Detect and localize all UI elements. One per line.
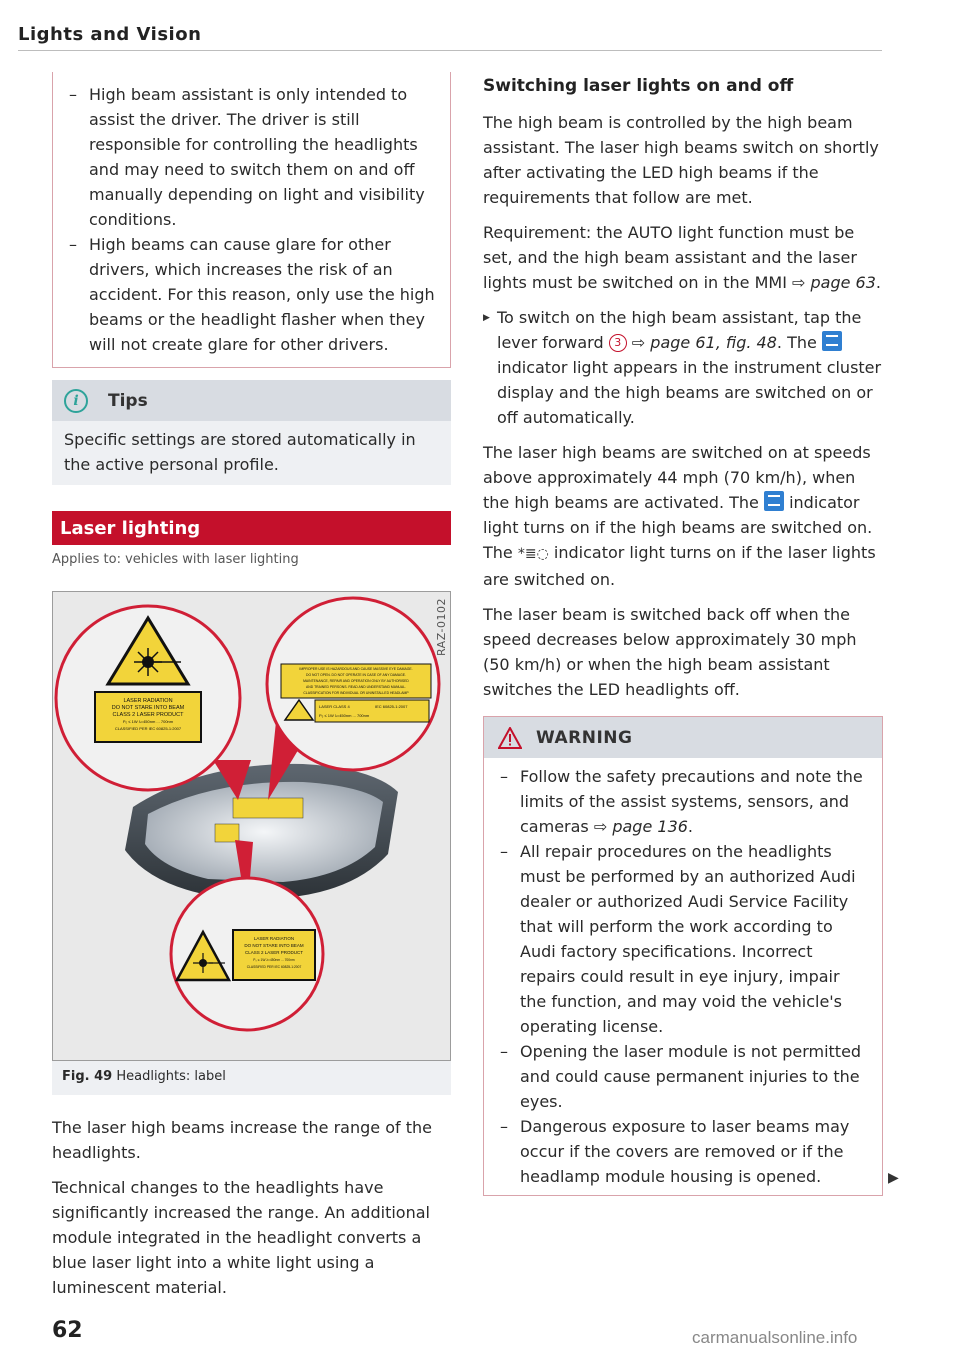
label-line: CLASS 2 LASER PRODUCT (112, 712, 184, 718)
label-line: CLASSIFIED PER IEC 60825-1:2007 (114, 726, 182, 731)
label-line: DO NOT STARE INTO BEAM (244, 943, 304, 948)
body-paragraph (483, 220, 883, 295)
label-line: IMPROPER USE IS HAZARDOUS AND CAUSE MASSIVE EYE DAMAGE. (299, 667, 413, 671)
figure-caption-text: Headlights: label (116, 1069, 226, 1084)
body-paragraph: The laser beam is switched back off when the speed decreases below approximately 30 mph (50 km/h) or when the high beam assistant switches the LED headlights off. (483, 605, 857, 699)
laser-description (52, 1115, 451, 1300)
body-paragraph (483, 440, 883, 592)
left-column (52, 72, 451, 1310)
body-paragraph: Technical changes to the headlights have significantly increased the range. An additional module integrated in the headlight converts a blue laser light into a white light using a luminescent material. (52, 1178, 430, 1297)
high-beam-assist-indicator-icon (764, 491, 784, 511)
page-number: 62 (52, 1318, 83, 1343)
warning-item: – High beams can cause glare for other drivers, which increases the risk of an accident. For this reason, only use the high beams or the headlight flasher when they will not create glare for other drivers. (65, 232, 438, 357)
warning-title: WARNING (536, 727, 633, 748)
page-header-title: Lights and Vision (18, 24, 202, 45)
label-line: LASER RADIATION (253, 936, 295, 941)
warning-text-end: . (687, 817, 694, 836)
high-beam-warning-continuation (52, 72, 451, 368)
high-beam-assist-indicator-icon (822, 331, 842, 351)
label-line: P₀ ≤ 1W λ=450nm ... 700nm (122, 719, 174, 724)
subheading-switching-laser-lights: Switching laser lights on and off (483, 76, 794, 96)
warning-triangle-icon (498, 727, 522, 749)
body-paragraph: The high beam is controlled by the high beam assistant. The laser high beams switch on shortly after activating the LED high beams if the requirements that follow are met. (483, 113, 879, 207)
paragraph-text: indicator light turns on if the laser lights are switched on. (483, 543, 876, 589)
info-icon: i (64, 389, 88, 413)
label-line: LASER RADIATION (123, 698, 173, 704)
label-line: MAINTENANCE, REPAIR AND OPERATION ONLY BY AUTHORISED (303, 679, 409, 683)
label-line: CLASSIFICATION FOR INDIVIDUAL OR UNINSTALLED HEADLAMP (303, 691, 409, 695)
step-text: indicator light appears in the instrument cluster display and the high beams are switched on or off automatically. (497, 358, 882, 427)
headlight-illustration (53, 592, 451, 1061)
label-line: CLASS 2 LASER PRODUCT (244, 950, 304, 955)
instruction-step (483, 305, 883, 430)
step-text: To switch on the high beam assistant, tap the lever forward (497, 308, 862, 352)
warning-item: – Opening the laser module is not permitted and could cause permanent injuries to the eyes. (496, 1039, 870, 1114)
tips-title: Tips (108, 390, 148, 411)
section-title-laser-lighting: Laser lighting (52, 511, 451, 545)
applies-to-note: Applies to: vehicles with laser lighting (52, 552, 299, 567)
paragraph-text: indicator light turns on if the high beams are switched on. The (483, 493, 873, 562)
warning-list (496, 764, 870, 1189)
laser-light-indicator-icon: *≣◌ (517, 546, 549, 562)
figure-headlight-labels (52, 591, 451, 1061)
tips-header (52, 380, 451, 421)
instruction-steps (483, 305, 883, 430)
callout-number-icon: 3 (609, 334, 627, 352)
warning-item: – Dangerous exposure to laser beams may occur if the covers are removed or if the headlamp module housing is opened. (496, 1114, 870, 1189)
header-divider (18, 50, 882, 51)
figure-reference-link[interactable]: ⇨ page 61, fig. 48 (631, 333, 777, 352)
figure-caption (52, 1061, 451, 1095)
warning-item: – High beam assistant is only intended to assist the driver. The driver is still responsible for controlling the headlights and may need to switch them on and off manually depending on light and visibility conditions. (65, 82, 438, 232)
watermark-text: carmanualsonline.info (692, 1328, 858, 1347)
body-paragraph: The laser high beams increase the range of the headlights. (52, 1118, 432, 1162)
right-column (483, 72, 883, 1196)
tips-text: Specific settings are stored automatically in the active personal profile. (64, 430, 416, 474)
continued-arrow-icon: ▶ (888, 1170, 899, 1186)
tips-body (52, 421, 451, 485)
paragraph-text: The laser high beams are switched on at speeds above approximately 44 mph (70 km/h), when the high beams are activated. The (483, 443, 871, 512)
figure-code: RAZ-0102 (435, 598, 448, 657)
page-reference-link[interactable]: ⇨ page 136 (593, 817, 688, 836)
paragraph-end: . (875, 273, 882, 292)
warning-body (484, 758, 882, 1195)
warning-list (65, 82, 438, 357)
label-line: P₀ ≤ 1W λ=450nm ... 700nm (319, 713, 370, 718)
label-line: DO NOT STARE INTO BEAM (111, 705, 185, 711)
headlight-label-patch (233, 798, 303, 818)
label-line: DO NOT OPEN. DO NOT OPERATE IN CASE OF ANY DAMAGE. (306, 673, 406, 677)
warning-text: Follow the safety precautions and note the limits of the assist systems, sensors, and cameras (520, 767, 863, 836)
label-line: LASER CLASS 4 (319, 704, 350, 709)
page-reference-link[interactable]: ⇨ page 63 (792, 273, 876, 292)
figure-caption-label: Fig. 49 (62, 1069, 113, 1084)
warning-header (484, 717, 882, 758)
label-line: CLASSIFIED PER IEC 60825-1:2007 (246, 965, 302, 969)
tips-box (52, 380, 451, 485)
step-text: . The (776, 333, 817, 352)
headlight-label-patch (215, 824, 239, 842)
warning-item (496, 764, 870, 839)
label-line: AND TRAINED PERSONS. READ AND UNDERSTAND MANUAL. (306, 685, 406, 689)
paragraph-text: Requirement: the AUTO light function must be set, and the high beam assistant and the laser lights must be switched on in the MMI (483, 223, 857, 292)
warning-item: – All repair procedures on the headlights must be performed by an authorized Audi dealer or authorized Audi Service Facility that will perform the work according to Audi factory specifications. Incorrect repairs could result in eye injury, impair the function, and may void the vehicle's operating license. (496, 839, 870, 1039)
warning-box (483, 716, 883, 1196)
label-line: IEC 60825-1:2007 (375, 704, 408, 709)
label-line: P₀ ≤ 1W λ=450nm ... 700nm (253, 958, 295, 962)
